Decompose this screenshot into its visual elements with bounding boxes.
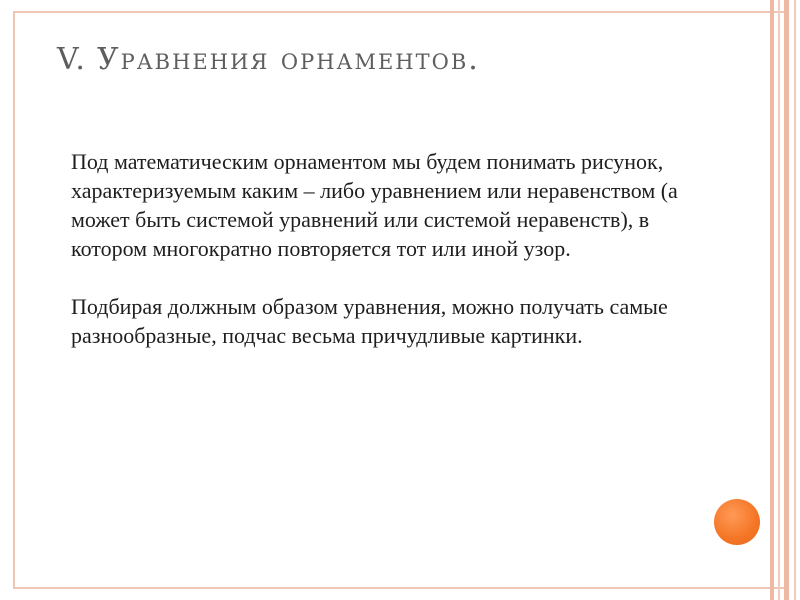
decorative-stripe	[778, 0, 780, 600]
orange-circle-decoration	[714, 499, 760, 545]
decorative-stripe	[784, 0, 789, 600]
title-numeral: V.	[57, 42, 87, 77]
slide-body	[40, 147, 720, 350]
body-paragraph-1: Под математическим орнаментом мы будем понимать рисунок, характеризуемым каким – либо уравнением или неравенством (а может быть системой уравнений или системой неравенств), в котором многократно повторяется тот или иной узор.	[71, 149, 678, 261]
decorative-stripe	[794, 0, 796, 600]
slide-title	[57, 42, 480, 77]
decorative-stripe	[770, 0, 774, 600]
title-text: Уравнения орнаментов.	[96, 42, 480, 77]
body-paragraph-2: Подбирая должным образом уравнения, можно получать самые разнообразные, подчас весьма причудливые картинки.	[71, 294, 668, 348]
